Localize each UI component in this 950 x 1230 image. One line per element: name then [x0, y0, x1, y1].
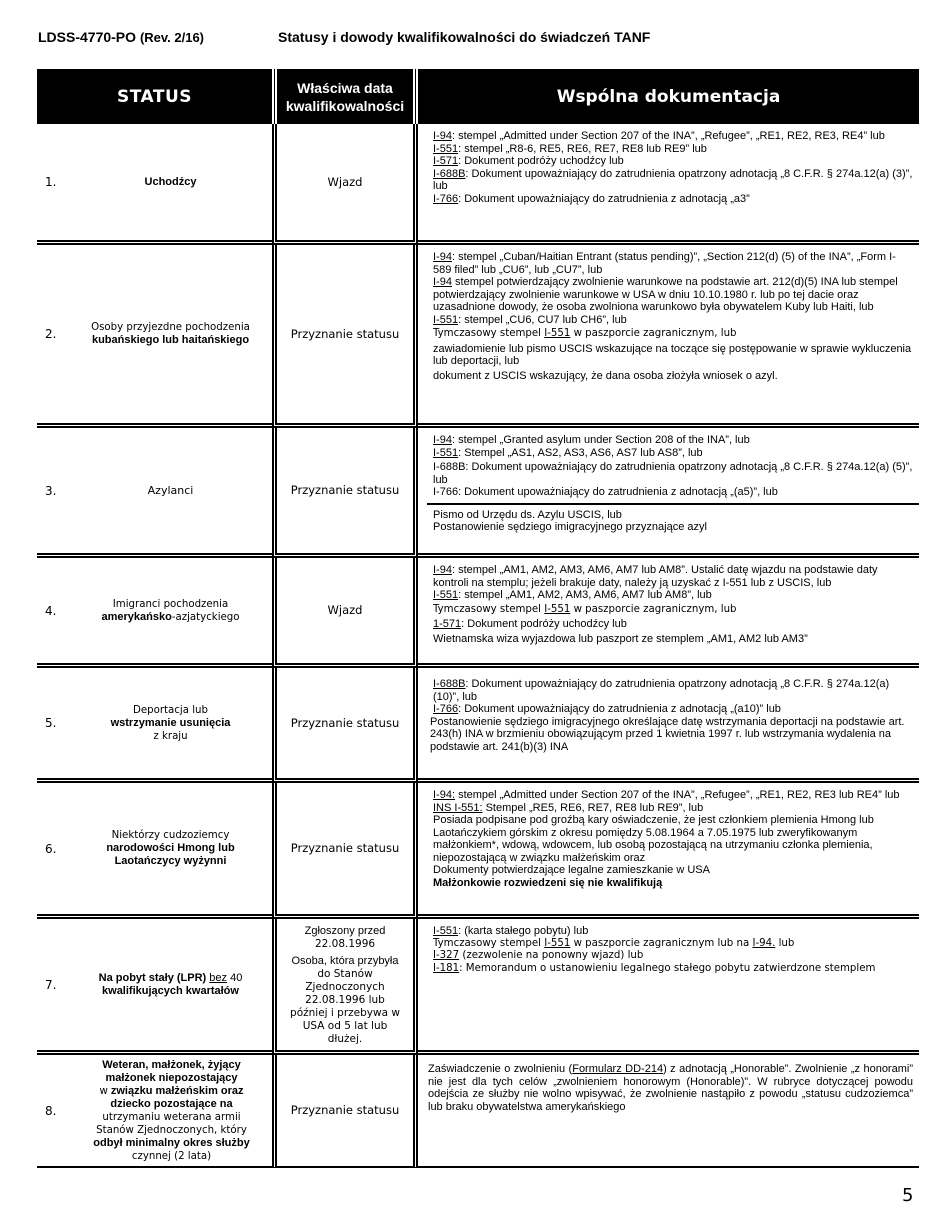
status-cell — [37, 783, 272, 919]
date-cell: Przyznanie statusu — [272, 1055, 418, 1168]
status-name-line: związku małżeńskim oraz dziecko pozostające na — [110, 1084, 244, 1110]
doc-line — [433, 789, 913, 802]
status-cell — [37, 558, 272, 668]
status-name-line: odbył minimalny okres służby — [93, 1136, 250, 1149]
doc-text: Zaświadczenie o zwolnieniu ( — [428, 1063, 573, 1075]
docs-cell — [418, 558, 919, 668]
doc-text: : Dokument upoważniający do zatrudnienia z adnotacją „(a10)” lub — [458, 703, 781, 715]
status-name-line: wstrzymanie usunięcia — [110, 716, 231, 729]
status-name-line: w — [99, 1085, 108, 1097]
date-cell — [272, 919, 418, 1055]
col-header-docs: Wspólna dokumentacja — [418, 69, 919, 124]
status-name — [37, 1059, 272, 1163]
doc-line — [433, 564, 913, 589]
doc-line: zawiadomienie lub pismo USCIS wskazujące na toczące się postępowanie w sprawie wykluczenia lub deportacji, lub — [433, 342, 912, 367]
date-line: do Stanów Zjednoczonych 22.08.1996 lub później i przebywa w USA od 5 lat lub dłużej. — [290, 968, 400, 1045]
docs-cell — [418, 124, 919, 245]
status-name — [37, 321, 272, 347]
doc-code: I-94: — [433, 789, 456, 801]
docs-cell — [418, 668, 919, 783]
page-number: 5 — [902, 1185, 914, 1206]
doc-text: (zezwolenie na ponowny wjazd) lub — [459, 950, 644, 961]
table-row — [37, 919, 919, 1055]
doc-line — [433, 802, 913, 815]
doc-line: dokument z USCIS wskazujący, że dana osoba złożyła wniosek o azyl. — [433, 369, 778, 382]
doc-code: I-94 — [433, 130, 452, 142]
doc-code: I-688B — [433, 167, 466, 180]
form-id-code: LDSS-4770-PO — [38, 29, 137, 45]
doc-code: I-551 — [544, 603, 571, 615]
table-row — [37, 124, 919, 245]
date-line: Zgłoszony przed — [304, 925, 386, 937]
doc-line — [433, 604, 913, 617]
date-cell: Wjazd — [272, 558, 418, 668]
status-cell — [37, 668, 272, 783]
status-name — [37, 598, 272, 624]
table-row — [37, 428, 919, 558]
doc-line — [433, 950, 913, 963]
date-line: Osoba, która przybyła — [291, 955, 399, 967]
row-number: 8. — [45, 1103, 57, 1118]
form-id — [38, 29, 204, 45]
status-name-line: kubańskiego lub haitańskiego — [91, 334, 250, 346]
status-name-line: Niektórzy cudzoziemcy — [111, 830, 230, 841]
doc-line: Pismo od Urzędu ds. Azylu USCIS, lub — [433, 508, 622, 521]
doc-text: : stempel „Admitted under Section 207 of the INA”, „Refugee”, „RE1, RE2, RE3, RE4” lub — [451, 130, 885, 142]
date-cell: Przyznanie statusu — [272, 783, 418, 919]
status-cell — [37, 428, 272, 558]
status-cell — [37, 124, 272, 245]
doc-code: I-766 — [433, 192, 459, 205]
doc-code: I-94 — [433, 251, 452, 263]
doc-text: w paszporcie zagranicznym lub na — [570, 937, 753, 949]
doc-code: INS I-551: — [433, 801, 483, 814]
doc-text: : stempel „Granted asylum under Section 208 of the INA”, lub — [451, 434, 750, 446]
col-header-date-line2: kwalifikowalności — [285, 97, 405, 114]
doc-text: : stempel „CU6, CU7 lub CH6”, lub — [458, 313, 627, 326]
doc-code: Formularz DD-214 — [572, 1063, 664, 1075]
row-number: 4. — [45, 603, 57, 618]
date-cell: Przyznanie statusu — [272, 428, 418, 558]
col-header-date-line1: Właściwa data — [297, 79, 393, 96]
doc-line — [433, 963, 913, 976]
doc-text: : stempel „AM1, AM2, AM3, AM6, AM7 lub AM8”, lub — [458, 589, 712, 601]
doc-text: : stempel „R8-6, RE5, RE6, RE7, RE8 lub RE9” lub — [458, 142, 707, 155]
doc-code: I-94 — [433, 434, 452, 446]
col-header-date — [272, 69, 418, 124]
docs-cell — [418, 919, 919, 1055]
date-cell: Przyznanie statusu — [272, 668, 418, 783]
doc-text: Stempel „RE5, RE6, RE7, RE8 lub RE9”, lub — [482, 801, 704, 814]
status-name-line: Laotańczycy wyżynni — [114, 855, 227, 867]
doc-code: I-94 — [433, 564, 452, 576]
doc-line: Wietnamska wiza wyjazdowa lub paszport ze stemplem „AM1, AM2 lub AM3” — [433, 632, 808, 645]
doc-text: : stempel „Cuban/Haitian Entrant (status pending)”, „Section 212(d) (5) of the INA”, „Form I-589 filed” lub „CU6”, lub „CU7”, lub — [433, 251, 896, 276]
doc-text: : Dokument upoważniający do zatrudnienia z adnotacją „a3” — [458, 192, 750, 205]
status-cell — [37, 245, 272, 428]
doc-line — [433, 143, 913, 156]
docs-cell — [418, 245, 919, 428]
doc-text: stempel „Admitted under Section 207 of the INA”, „Refugee”, „RE1, RE2, RE3 lub RE4” lub — [455, 789, 900, 801]
row-number: 3. — [45, 483, 57, 498]
doc-code: I-551 — [544, 328, 571, 339]
doc-line — [433, 314, 913, 327]
doc-text: : (karta stałego pobytu) lub — [458, 925, 589, 937]
status-name-line: z kraju — [153, 730, 188, 742]
date-cell: Przyznanie statusu — [272, 245, 418, 428]
status-name — [37, 829, 272, 868]
doc-code: I-551 — [433, 446, 459, 459]
form-revision: (Rev. 2/16) — [139, 30, 205, 45]
table-row — [37, 783, 919, 919]
doc-line: Postanowienie sędziego imigracyjnego określające datę wstrzymania deportacji na podstawie art. 243(h) INA w brzmieniu obowiązującym przed 1 kwietnia 1997 r. lub wstrzymania wydalenia na podstawie art. 241(b)(3) INA — [430, 715, 905, 753]
doc-line — [433, 938, 913, 951]
status-name-line: Deportacja lub — [133, 704, 208, 716]
doc-text: : Dokument podróży uchodźcy lub — [461, 618, 627, 630]
doc-line: Małżonkowie rozwiedzeni się nie kwalifikują — [433, 876, 663, 889]
date-cell: Wjazd — [272, 124, 418, 245]
doc-text: : Stempel „AS1, AS2, AS3, AS6, AS7 lub AS8”, lub — [458, 446, 703, 459]
status-cell — [37, 919, 272, 1055]
status-name-line: Osoby przyjezdne pochodzenia — [91, 322, 250, 333]
doc-line — [433, 193, 913, 206]
status-name: Azylanci — [147, 484, 194, 497]
doc-line — [433, 130, 913, 143]
doc-text: : Dokument upoważniający do zatrudnienia opatrzony adnotacją „8 C.F.R. § 274a.12(a) (3)”, lub — [433, 167, 913, 192]
doc-text: : Dokument podróży uchodźcy lub — [458, 155, 624, 167]
doc-text: : Memorandum o ustanowieniu legalnego stałego pobytu zatwierdzone stemplem — [459, 962, 876, 974]
doc-line — [433, 703, 913, 716]
doc-line: I-688B: Dokument upoważniający do zatrudnienia opatrzony adnotacją „8 C.F.R. § 274a.12(a) (5)”, lub — [433, 461, 913, 486]
doc-text: : stempel „AM1, AM2, AM3, AM6, AM7 lub AM8”. Ustalić datę wjazdu na podstawie daty kontroli na stemplu; jeżeli brakuje daty, należy ją uzyskać z I-551 lub z USCIS, lub — [433, 564, 878, 589]
doc-text: stempel potwierdzający zwolnienie warunkowe na podstawie art. 212(d)(5) INA lub stempel potwierdzający zwolnienie warunkowe w USA w dniu 10.10.1980 r. lub po tej dacie oraz uzasadnione dowody, że osoba zwolniona warunkowo była obywatelem Kuby lub Haiti, lub — [433, 276, 898, 313]
eligibility-table — [37, 69, 919, 1168]
doc-text: ) z adnotacją „Honorable”. Zwolnienie „z honorami” nie jest dla tych celów „zwolnieniem honorowym (Honorable)”. W rubryce dotyczącej powodu odejścia ze służby nie wolno wpisywać, że zwolnienie nastąpiło z powodu „statusu cudzoziemca” lub braku obywatelstwa amerykańskiego — [428, 1063, 913, 1113]
status-name-line: czynnej (2 lata) — [131, 1150, 212, 1162]
doc-line — [433, 447, 913, 460]
status-name-line: Imigranci pochodzenia — [112, 598, 229, 610]
row-number: 5. — [45, 716, 57, 730]
status-name-line: Weteran, małżonek, żyjący małżonek niepozostający — [102, 1058, 241, 1084]
status-name-line: Na pobyt stały (LPR) — [98, 971, 207, 984]
doc-code: I-551 — [433, 142, 459, 155]
status-name-line: 40 — [230, 971, 243, 984]
date-line: 22.08.1996 — [314, 938, 376, 950]
status-name-line: -azjatyckiego — [171, 611, 240, 623]
doc-code: I-571 — [433, 155, 459, 167]
doc-line — [433, 155, 913, 168]
status-name-line: utrzymaniu weterana armii Stanów Zjednoczonych, który — [96, 1111, 247, 1136]
doc-line — [433, 678, 913, 703]
doc-code: I-94. — [752, 937, 776, 949]
doc-code: I-327 — [433, 950, 460, 961]
doc-code: I-688B — [433, 678, 466, 690]
doc-text: Tymczasowy stempel — [433, 328, 545, 339]
table-row — [37, 1055, 919, 1168]
doc-text: Tymczasowy stempel — [433, 937, 545, 949]
status-name — [37, 704, 272, 743]
docs-cell — [418, 783, 919, 919]
doc-code: I-94 — [433, 276, 452, 288]
docs-cell — [418, 1055, 919, 1168]
row-number: 2. — [45, 327, 57, 341]
status-name — [37, 972, 272, 998]
doc-text: w paszporcie zagranicznym, lub — [570, 328, 737, 339]
doc-line — [433, 618, 913, 631]
doc-code: I-766 — [433, 703, 459, 715]
table-row — [37, 558, 919, 668]
doc-text: Tymczasowy stempel — [433, 603, 545, 615]
docs-cell — [418, 428, 919, 558]
status-name-line: bez — [209, 971, 228, 984]
page-title: Statusy i dowody kwalifikowalności do świadczeń TANF — [278, 29, 651, 45]
table-row — [37, 245, 919, 428]
col-header-status: STATUS — [37, 69, 272, 124]
doc-line — [433, 328, 913, 341]
divider — [427, 503, 919, 505]
doc-code: 1-571 — [433, 618, 462, 630]
doc-code: I-551 — [433, 589, 459, 601]
doc-text: : Dokument upoważniający do zatrudnienia opatrzony adnotacją „8 C.F.R. § 274a.12(a)(10)”, lub — [433, 678, 890, 703]
doc-line — [433, 251, 913, 276]
status-name-line: kwalifikujących kwartałów — [102, 984, 239, 997]
doc-line: Dokumenty potwierdzające legalne zamieszkanie w USA — [433, 864, 710, 876]
table-row — [37, 668, 919, 783]
row-number: 6. — [45, 841, 57, 856]
doc-line — [433, 434, 913, 447]
row-number: 7. — [45, 977, 57, 992]
doc-code: I-551 — [544, 937, 571, 949]
doc-code: I-551 — [433, 313, 459, 326]
doc-line — [433, 589, 913, 602]
status-name-line: amerykańsko — [101, 610, 172, 623]
table-header-row — [37, 69, 919, 124]
doc-line — [433, 168, 913, 193]
doc-line — [433, 276, 913, 314]
row-number: 1. — [45, 175, 57, 189]
doc-line: Posiada podpisane pod groźbą kary oświadczenie, że jest członkiem plemienia Hmong lub Laotańczykiem górskim z okresu pomiędzy 5.08.1964 a 7.05.1975 lub zweryfikowanym małżonkiem*, wdową, wdowcem, lub osobą pozostającą na utrzymaniu członka plemienia, niepozostającą w związku małżeńskim oraz — [433, 814, 874, 864]
doc-text: lub — [775, 937, 795, 949]
status-name: Uchodźcy — [144, 175, 197, 188]
doc-code: I-551 — [433, 925, 459, 937]
status-name-line: narodowości Hmong lub — [106, 842, 235, 854]
doc-text: w paszporcie zagranicznym, lub — [570, 603, 737, 615]
doc-line: Postanowienie sędziego imigracyjnego przyznające azyl — [433, 521, 707, 533]
doc-line — [433, 925, 913, 938]
doc-line: I-766: Dokument upoważniający do zatrudnienia z adnotacją „(a5)”, lub — [433, 486, 778, 498]
status-cell — [37, 1055, 272, 1168]
doc-code: I-181 — [433, 962, 460, 974]
